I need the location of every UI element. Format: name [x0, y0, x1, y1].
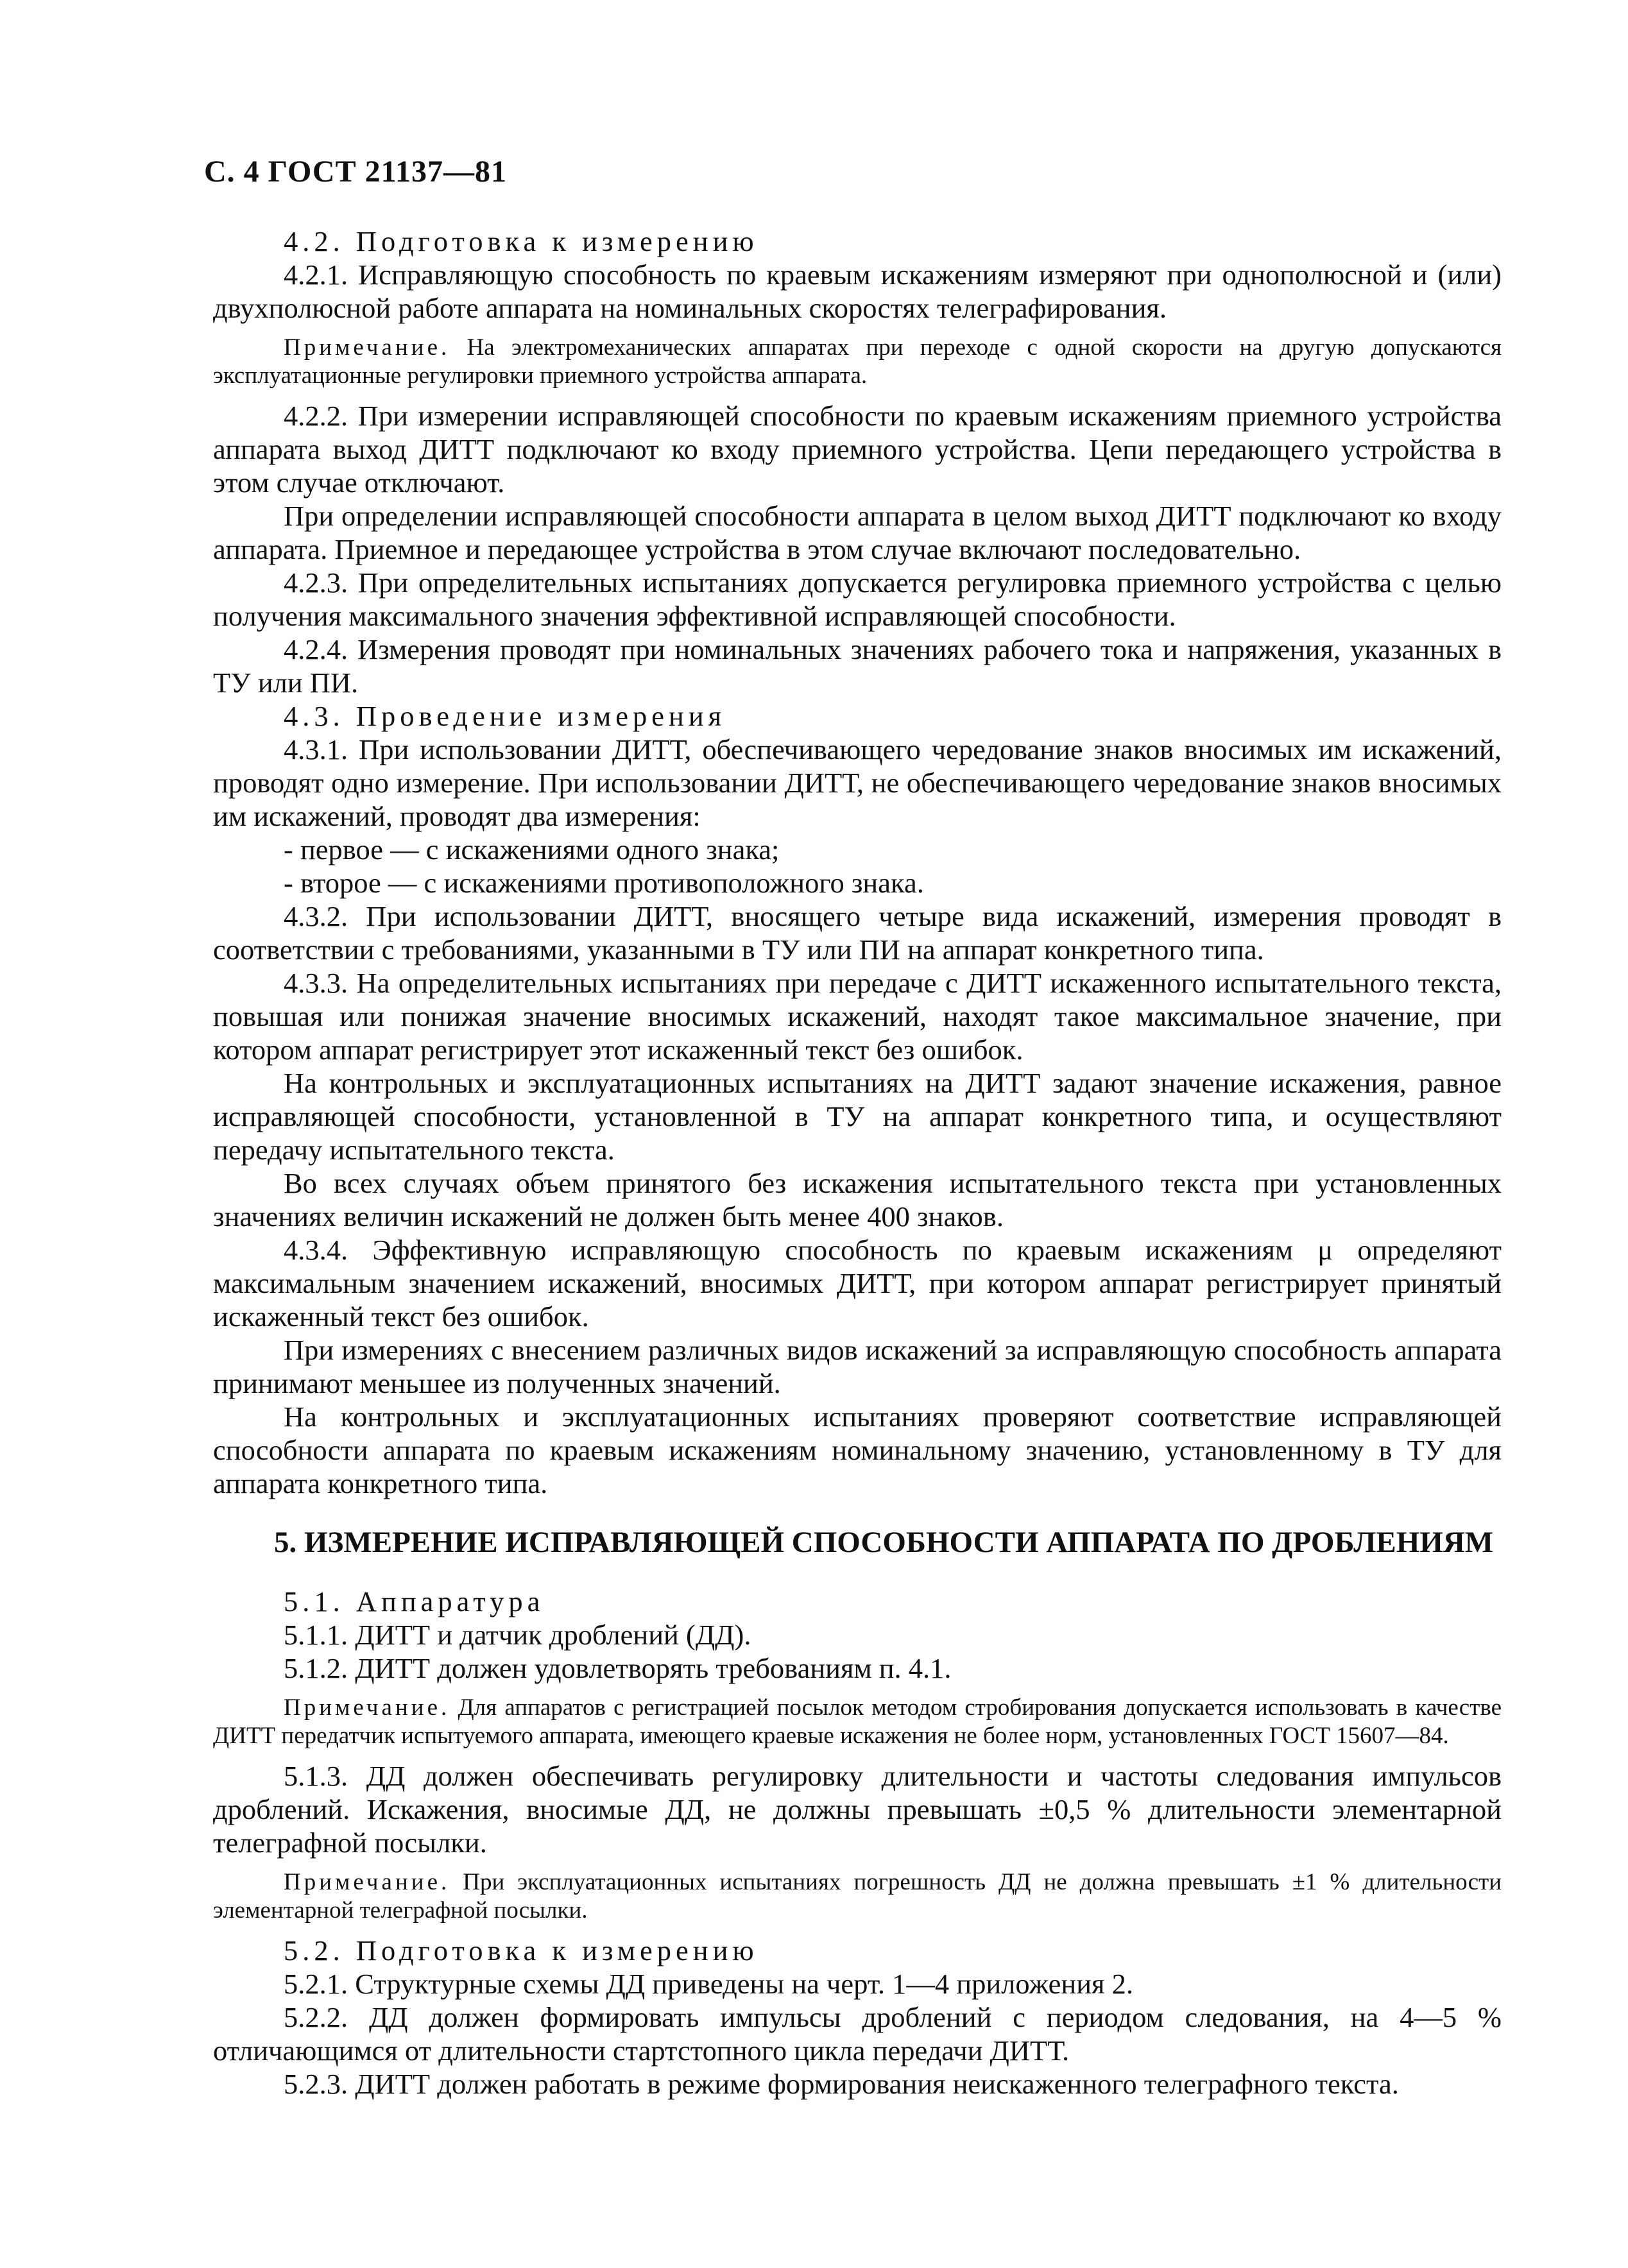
- note-label: Примечание.: [284, 334, 450, 361]
- paragraph-4-2-4: 4.2.4. Измерения проводят при номинальных значениях рабочего тока и напряжения, указанных в ТУ или ПИ.: [213, 633, 1502, 699]
- paragraph-5-2-1: 5.2.1. Структурные схемы ДД приведены на черт. 1—4 приложения 2.: [284, 1968, 1134, 2000]
- paragraph-4-2-2: 4.2.2. При измерении исправляющей способности по краевым искажениям приемного устройства аппарата выход ДИТТ подключают ко входу приемного устройства. Цепи передающего устройства в этом случае отключают.: [213, 400, 1502, 499]
- note-label: Примечание.: [284, 1694, 450, 1721]
- note-3: [213, 1868, 1502, 1925]
- note-text: На электромеханических аппаратах при переходе с одной скорости на другую допускаются эксплуатационные регулировки приемного устройства аппарата.: [213, 334, 1502, 389]
- paragraph-4-3-4b: При измерениях с внесением различных видов искажений за исправляющую способность аппарата принимают меньшее из полученных значений.: [213, 1334, 1502, 1399]
- paragraph-4-3-3c: Во всех случаях объем принятого без искажения испытательного текста при установленных значениях величин искажений не должен быть менее 400 знаков.: [213, 1167, 1502, 1232]
- page-header: С. 4 ГОСТ 21137—81: [204, 155, 507, 189]
- note-text: Для аппаратов с регистрацией посылок методом стробирования допускается использовать в качестве ДИТТ передатчик испытуемого аппарата, имеющего краевые искажения не более норм, установленных ГОСТ 15607—84.: [213, 1694, 1502, 1749]
- paragraph-4-2-1: 4.2.1. Исправляющую способность по краевым искажениям измеряют при однополюсной и (или) двухполюсной работе аппарата на номинальных скоростях телеграфирования.: [213, 259, 1502, 324]
- paragraph-5-2-2: 5.2.2. ДД должен формировать импульсы дроблений с периодом следования, на 4—5 % отличающимся от длительности стартстопного цикла передачи ДИТТ.: [213, 2001, 1502, 2067]
- note-1: [213, 334, 1502, 390]
- subsection-title-5-2: 5.2. Подготовка к измерению: [284, 1934, 758, 1966]
- note-text: При эксплуатационных испытаниях погрешность ДД не должна превышать ±1 % длительности элементарной телеграфной посылки.: [213, 1869, 1502, 1923]
- note-2: [213, 1694, 1502, 1750]
- paragraph-4-3-2: 4.3.2. При использовании ДИТТ, вносящего четыре вида искажений, измерения проводят в соответствии с требованиями, указанными в ТУ или ПИ на аппарат конкретного типа.: [213, 900, 1502, 966]
- paragraph-5-2-3: 5.2.3. ДИТТ должен работать в режиме формирования неискаженного телеграфного текста.: [284, 2068, 1399, 2100]
- page-content: [213, 225, 1502, 2101]
- paragraph-4-3-4: 4.3.4. Эффективную исправляющую способность по краевым искажениям μ определяют максимальным значением искажений, вносимых ДИТТ, при котором аппарат регистрирует принятый искаженный текст без ошибок.: [213, 1234, 1502, 1333]
- note-label: Примечание.: [284, 1869, 450, 1895]
- paragraph-4-3-1: 4.3.1. При использовании ДИТТ, обеспечивающего чередование знаков вносимых им искажений, проводят одно измерение. При использовании ДИТТ, не обеспечивающего чередование знаков вносимых им искажений, проводят два измерения:: [213, 733, 1502, 832]
- paragraph-4-2-2b: При определении исправляющей способности аппарата в целом выход ДИТТ подключают ко входу аппарата. Приемное и передающее устройства в этом случае включают последовательно.: [213, 500, 1502, 565]
- subsection-title-4-2: 4.2. Подготовка к измерению: [284, 225, 758, 257]
- subsection-title-4-3: 4.3. Проведение измерения: [284, 700, 726, 732]
- paragraph-4-2-3: 4.2.3. При определительных испытаниях допускается регулировка приемного устройства с целью получения максимального значения эффективной исправляющей способности.: [213, 567, 1502, 632]
- paragraph-5-1-2: 5.1.2. ДИТТ должен удовлетворять требованиям п. 4.1.: [284, 1652, 952, 1684]
- paragraph-4-3-4c: На контрольных и эксплуатационных испытаниях проверяют соответствие исправляющей способности аппарата по краевым искажениям номинальному значению, установленному в ТУ для аппарата конкретного типа.: [213, 1401, 1502, 1499]
- paragraph-4-3-3: 4.3.3. На определительных испытаниях при передаче с ДИТТ искаженного испытательного текста, повышая или понижая значение вносимых искажений, находят такое максимальное значение, при котором аппарат регистрирует этот искаженный текст без ошибок.: [213, 967, 1502, 1066]
- list-item-second: - второе — с искажениями противоположного знака.: [284, 867, 924, 899]
- subsection-title-5-1: 5.1. Аппаратура: [284, 1585, 545, 1617]
- paragraph-4-3-3b: На контрольных и эксплуатационных испытаниях на ДИТТ задают значение искажения, равное исправляющей способности, установленной в ТУ на аппарат конкретного типа, и осуществляют передачу испытательного текста.: [213, 1067, 1502, 1166]
- list-item-first: - первое — с искажениями одного знака;: [284, 833, 780, 865]
- paragraph-5-1-3: 5.1.3. ДД должен обеспечивать регулировку длительности и частоты следования импульсов дроблений. Искажения, вносимые ДД, не должны превышать ±0,5 % длительности элементарной телеграфной посылки.: [213, 1760, 1502, 1859]
- paragraph-5-1-1: 5.1.1. ДИТТ и датчик дроблений (ДД).: [284, 1619, 751, 1651]
- section-title-5: 5. ИЗМЕРЕНИЕ ИСПРАВЛЯЮЩЕЙ СПОСОБНОСТИ АППАРАТА ПО ДРОБЛЕНИЯМ: [274, 1526, 1494, 1559]
